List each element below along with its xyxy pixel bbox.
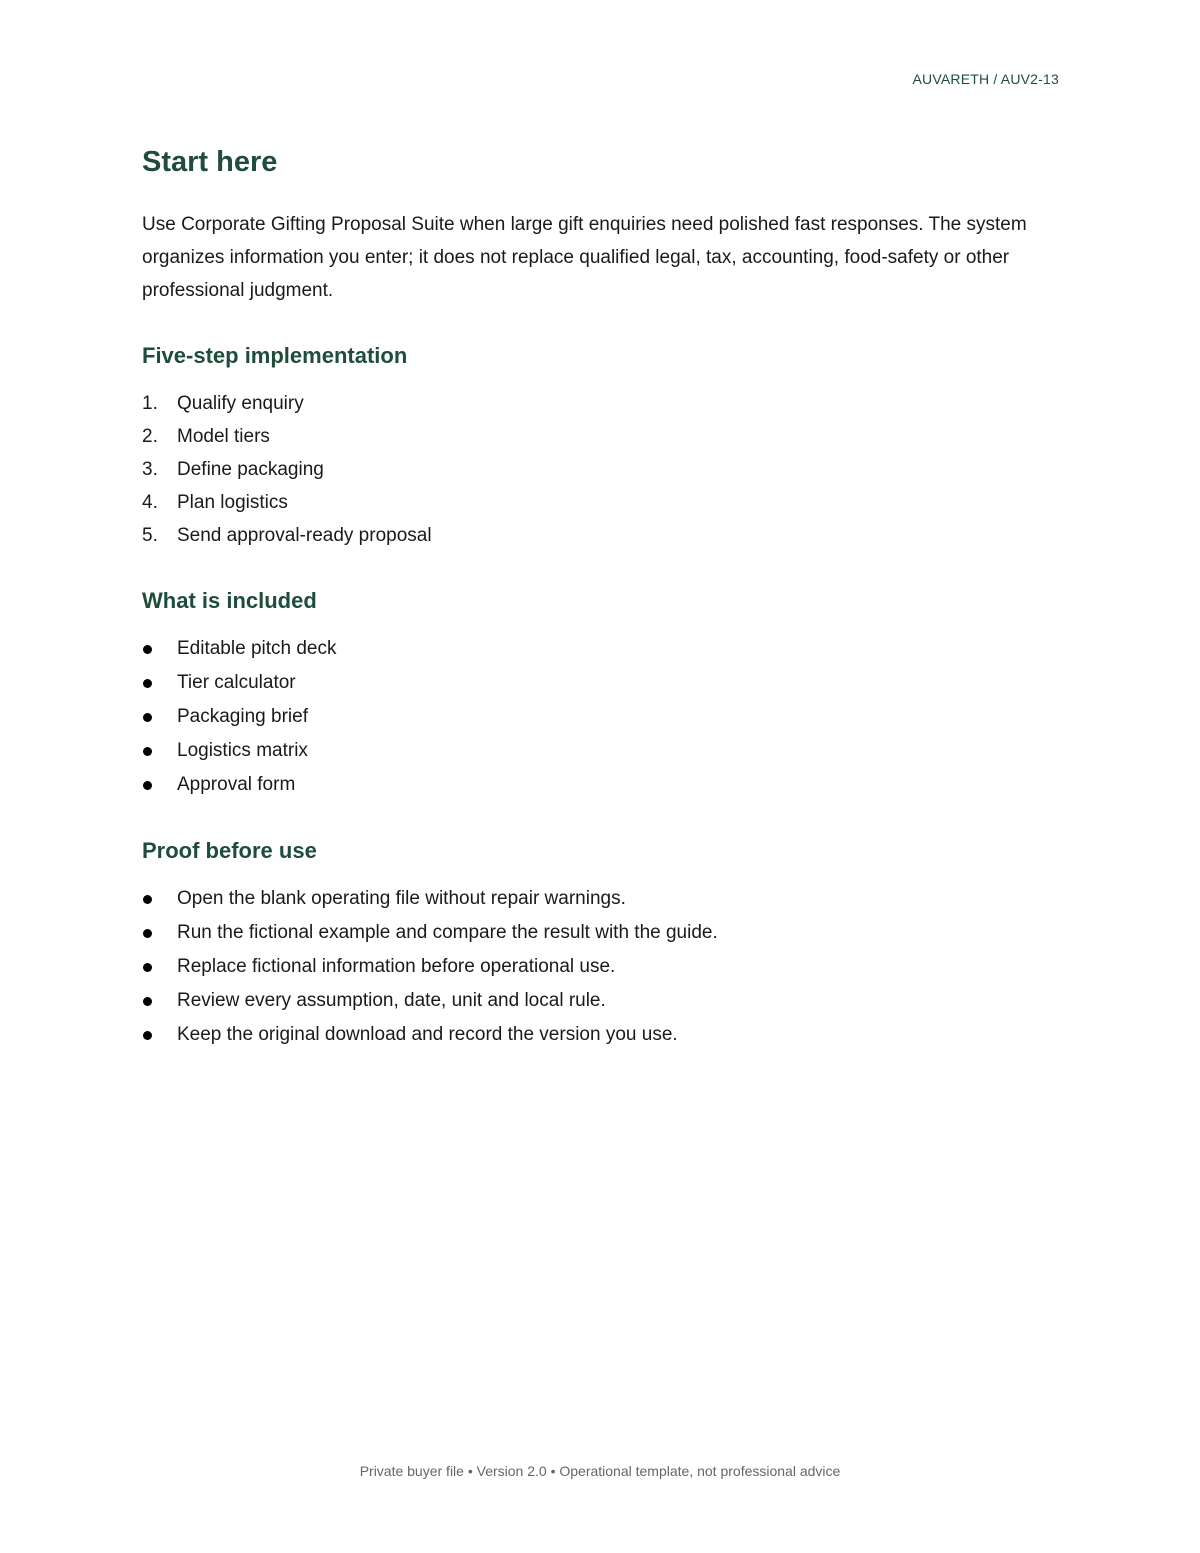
proof-item-text: Review every assumption, date, unit and local rule. [177,990,606,1011]
step-text: Model tiers [177,426,270,447]
step-item [142,387,1062,420]
steps-heading: Five-step implementation [142,343,408,368]
proof-item-text: Run the fictional example and compare the result with the guide. [177,922,718,943]
proof-item [142,1018,1062,1052]
bullet-icon [143,713,152,722]
document-reference: AUVARETH / AUV2-13 [912,71,1059,87]
proof-item [142,950,1062,984]
proof-item [142,984,1062,1018]
included-item [142,666,1062,700]
step-number: 3. [142,459,158,480]
step-item [142,420,1062,453]
bullet-icon [143,747,152,756]
included-item [142,632,1062,666]
included-item [142,734,1062,768]
included-item-text: Approval form [177,774,296,795]
included-item [142,700,1062,734]
document-body [142,140,1062,1052]
bullet-icon [143,781,152,790]
bullet-icon [143,929,152,938]
proof-list [142,882,1062,1052]
step-number: 4. [142,492,158,513]
step-text: Plan logistics [177,492,288,513]
step-number: 5. [142,525,158,546]
step-item [142,519,1062,552]
step-text: Send approval-ready proposal [177,525,432,546]
proof-section [142,836,1062,1052]
bullet-icon [143,645,152,654]
bullet-icon [143,679,152,688]
step-number: 2. [142,426,158,447]
page-title: Start here [142,146,278,178]
steps-section [142,341,1062,552]
step-text: Define packaging [177,459,324,480]
included-item-text: Tier calculator [177,672,296,693]
intro-paragraph: Use Corporate Gifting Proposal Suite when large gift enquiries need polished fast responses. The system organizes information you enter; it does not replace qualified legal, tax, accounting, food-safety or other professional judgment. [142,214,1027,301]
proof-item-text: Open the blank operating file without repair warnings. [177,888,626,909]
proof-item [142,916,1062,950]
step-text: Qualify enquiry [177,393,304,414]
included-heading: What is included [142,588,317,613]
proof-item [142,882,1062,916]
bullet-icon [143,895,152,904]
included-item-text: Packaging brief [177,706,308,727]
page-footer: Private buyer file • Version 2.0 • Operational template, not professional advice [359,1463,841,1479]
bullet-icon [143,963,152,972]
included-item-text: Logistics matrix [177,740,308,761]
included-item-text: Editable pitch deck [177,638,337,659]
step-item [142,486,1062,519]
proof-item-text: Replace fictional information before operational use. [177,956,616,977]
bullet-icon [143,1031,152,1040]
bullet-icon [143,997,152,1006]
step-number: 1. [142,393,158,414]
step-item [142,453,1062,486]
included-section [142,586,1062,802]
steps-list [142,387,1062,552]
proof-heading: Proof before use [142,838,317,863]
proof-item-text: Keep the original download and record the version you use. [177,1024,678,1045]
included-item [142,768,1062,802]
included-list [142,632,1062,802]
